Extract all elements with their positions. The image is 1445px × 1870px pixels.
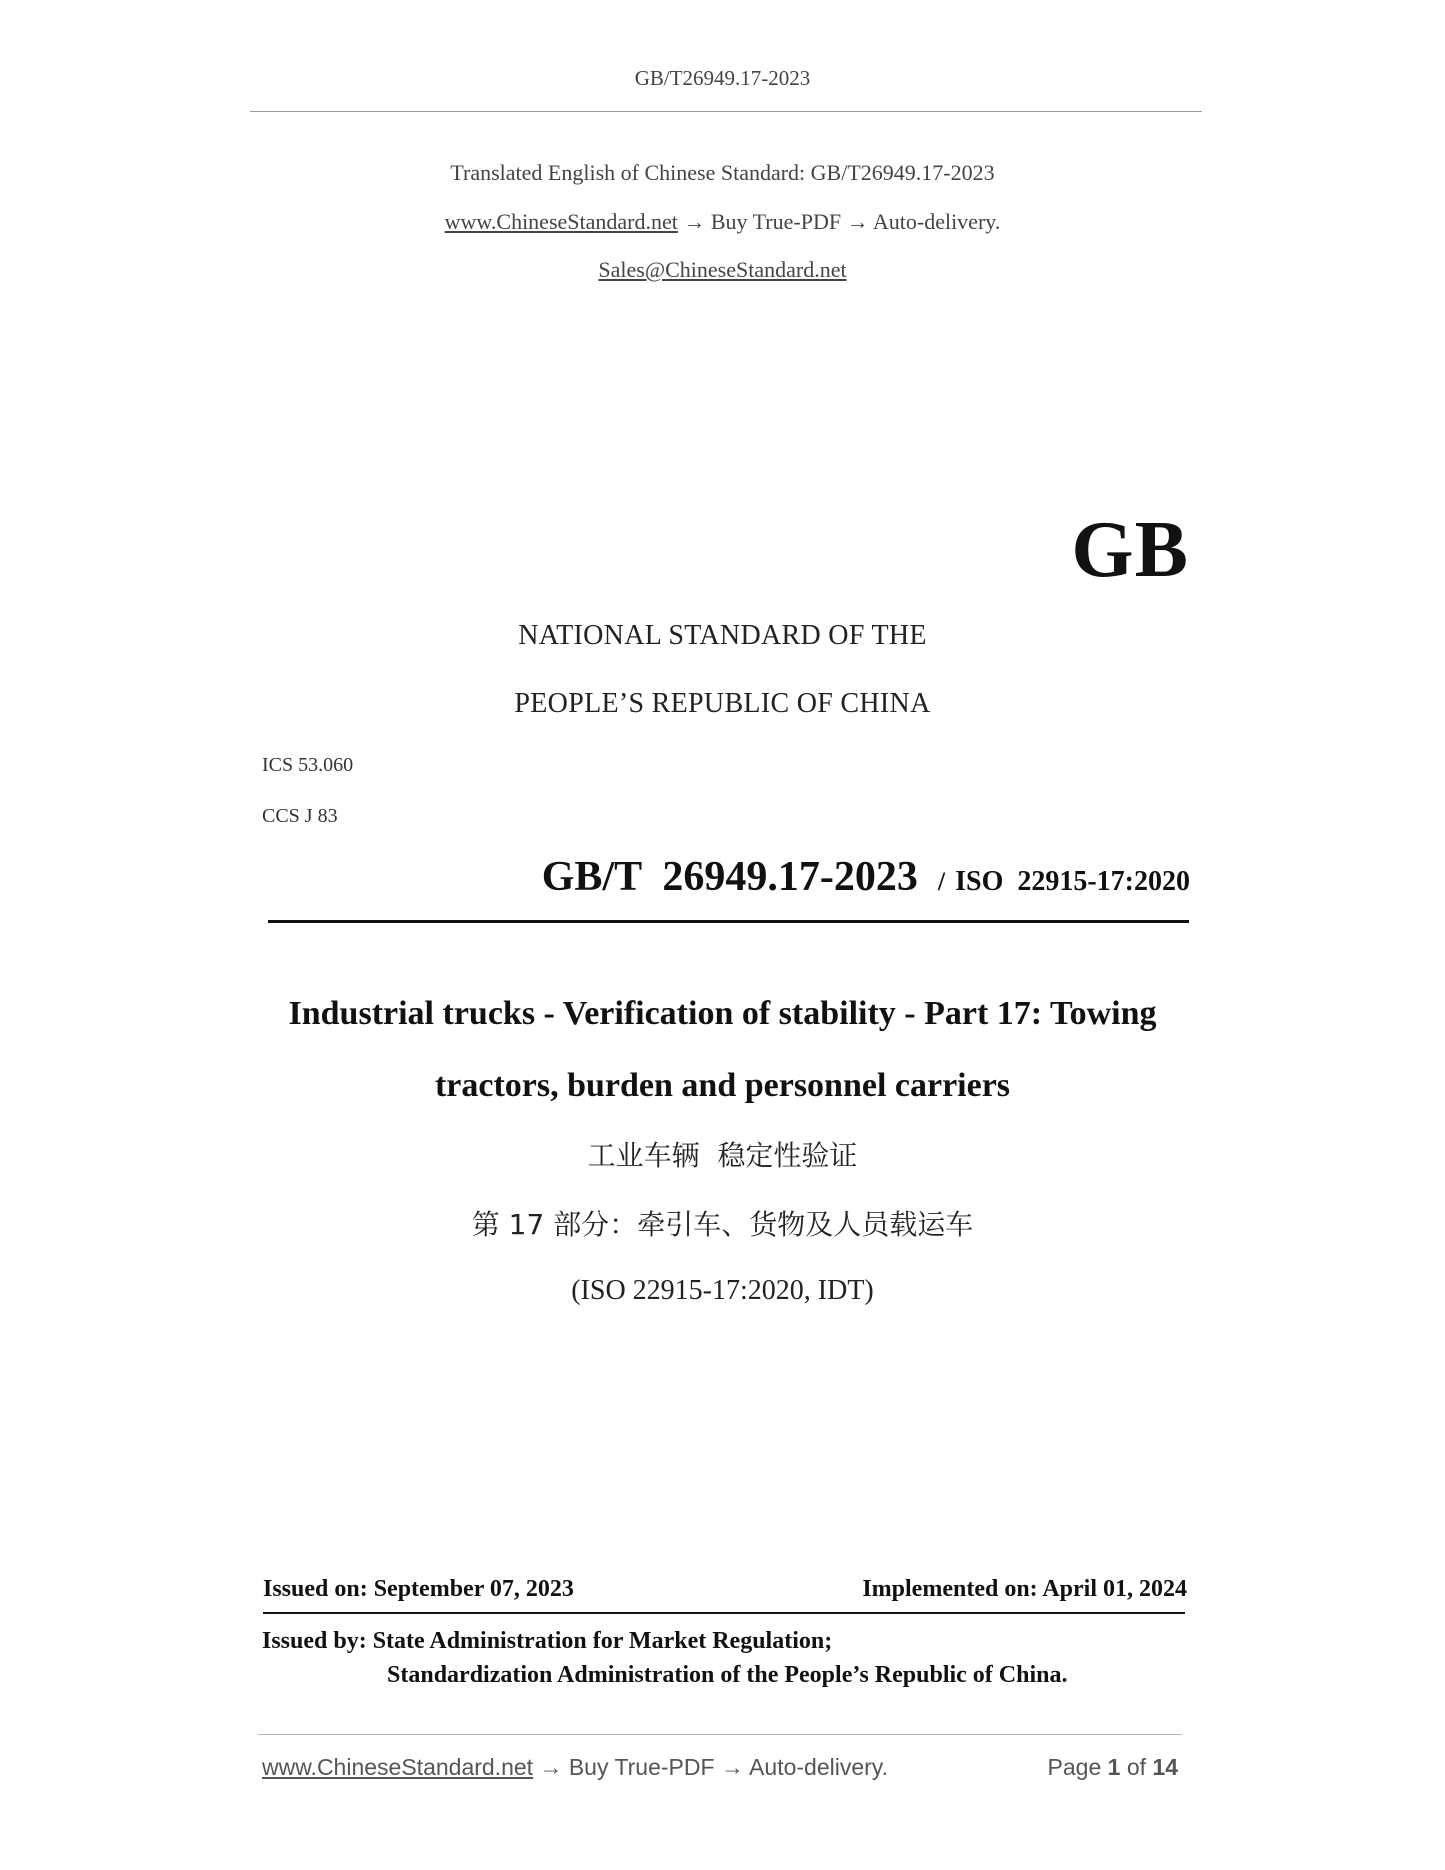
ics-code: ICS 53.060 (262, 754, 354, 776)
page-total: 14 (1152, 1754, 1178, 1780)
issued-by-line-1: Issued by: State Administration for Market Regulation; (262, 1628, 833, 1654)
sales-email-link[interactable]: Sales@ChineseStandard.net (598, 257, 847, 282)
footer-promo (262, 1754, 888, 1781)
translation-notice: Translated English of Chinese Standard: GB/T26949.17-2023 (450, 160, 995, 185)
ccs-code: CCS J 83 (262, 805, 338, 827)
standard-number-rule (268, 920, 1189, 923)
of-label: of (1126, 1754, 1147, 1780)
site-link[interactable]: www.ChineseStandard.net (444, 209, 678, 234)
gb-mark: GB (1071, 506, 1189, 594)
page-current: 1 (1107, 1754, 1121, 1780)
header-divider (250, 111, 1202, 112)
issued-on-date: Issued on: September 07, 2023 (263, 1576, 574, 1602)
footer-site-link[interactable]: www.ChineseStandard.net (262, 1754, 534, 1780)
iso-number: ISO 22915-17:2020 (955, 866, 1190, 897)
footer-divider (258, 1734, 1182, 1735)
promo-text: → Buy True-PDF → Auto-delivery. (677, 209, 1001, 234)
standard-number: GB/T 26949.17-2023 (541, 854, 918, 900)
promo-line (0, 209, 1445, 235)
adoption-note: (ISO 22915-17:2020, IDT) (571, 1275, 874, 1306)
running-header-code: GB/T26949.17-2023 (634, 66, 811, 90)
title-english-line-1: Industrial trucks - Verification of stability - Part 17: Towing (288, 995, 1157, 1032)
page-label: Page (1047, 1754, 1102, 1780)
national-standard-line-1: NATIONAL STANDARD OF THE (518, 620, 927, 651)
dates-rule (263, 1612, 1185, 1614)
title-english-line-2: tractors, burden and personnel carriers (434, 1067, 1011, 1104)
footer-promo-text: → Buy True-PDF → Auto-delivery. (533, 1754, 888, 1780)
issued-by-line-2: Standardization Administration of the People’s Republic of China. (387, 1662, 1068, 1688)
title-chinese-line-1: 工业车辆 稳定性验证 (587, 1139, 858, 1172)
page-indicator (1048, 1754, 1178, 1781)
national-standard-line-2: PEOPLE’S REPUBLIC OF CHINA (514, 688, 931, 719)
standard-separator: / (937, 867, 946, 896)
sales-line (0, 257, 1445, 283)
title-chinese-line-2: 第 17 部分：牵引车、货物及人员载运车 (471, 1208, 974, 1241)
implemented-on-date: Implemented on: April 01, 2024 (862, 1576, 1187, 1602)
standard-number-row (542, 853, 1190, 901)
